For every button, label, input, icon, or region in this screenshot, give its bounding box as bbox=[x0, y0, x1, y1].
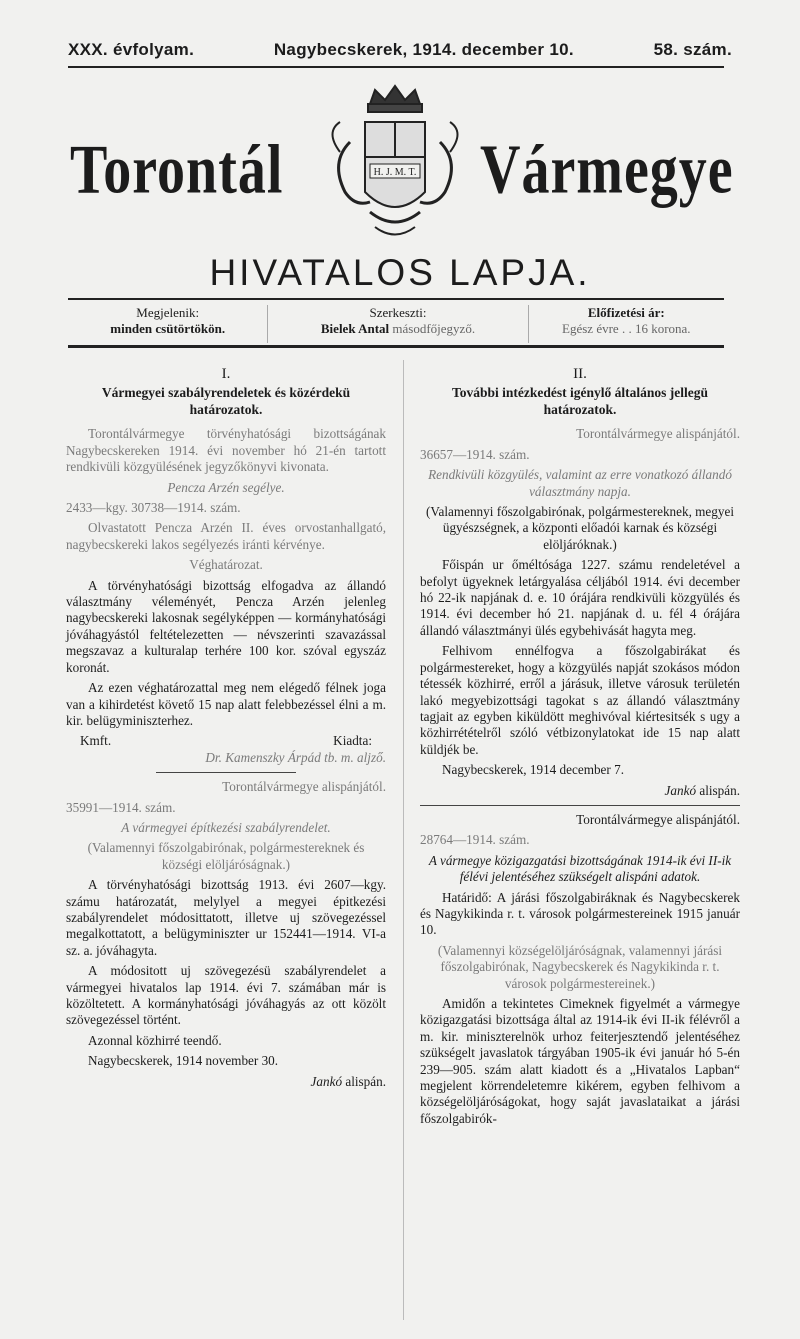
publish-label: Megjelenik: bbox=[136, 305, 200, 320]
masthead bbox=[60, 82, 740, 252]
article-paragraph: Felhivom ennélfogva a főszolgabirákat és polgármestereket, hogy a közgyülés napját szokásos módon tétessék közhirré, erről a járásuk, illetve városuk területén lakó megyebizottsági tagokat s az állandó választmány tagjait az egyben kiküldött meghivóval kiértesitsék s ugy a közhirrétételről szóló vétbizonylatokat ide 15 nap alatt küldjék be. bbox=[420, 643, 740, 757]
place-date: Nagybecskerek, 1914. december 10. bbox=[273, 40, 574, 59]
title-left: Torontál bbox=[70, 131, 284, 209]
signature-name: Jankó bbox=[664, 782, 697, 798]
article-ref: 36657—1914. szám. bbox=[420, 446, 530, 462]
article-intro: Torontálvármegye törvényhatósági bizottságának Nagybecskereken 1914. évi november hó 21-én tartott rendkivüli közgyülésének jegyzőkönyvi kivonata. bbox=[66, 426, 386, 475]
subscription-value: Egész évre . . 16 korona. bbox=[562, 321, 691, 336]
publish-info bbox=[68, 305, 267, 343]
subscription-info bbox=[529, 305, 724, 343]
divider bbox=[420, 805, 740, 806]
article-paragraph: Főispán ur őméltósága 1227. számu rendeletével a befolyt ügyeknek letárgyalása céljából 1914. évi december hó 22-ik napjának d. e. 10 órájára rendkivüli közgyülés és 1914. évi december hó 21. napjának d. u. fél 4 órájára állandó választmányi ülés egybehivását hagyta meg. bbox=[420, 557, 740, 638]
info-bar bbox=[68, 305, 724, 343]
article-paragraph: Az ezen véghatározattal meg nem elégedő félnek joga van a kihirdetést követő 15 nap alatt felebbezéssel élni a m. kir. belügyminiszterhez. bbox=[66, 680, 386, 728]
article-date: Nagybecskerek, 1914 december 7. bbox=[442, 762, 624, 778]
article-deadline: Határidő: A járási főszolgabiráknak és Nagybecskerek és Nagykikinda r. t. városok polgármestereinek 1915 január 10. bbox=[420, 889, 740, 938]
article-paragraph: Olvastatott Pencza Arzén II. éves orvostanhallgató, nagybecskereki lakos segélyezés iránti kérvénye. bbox=[66, 520, 386, 552]
section-heading: Vármegyei szabályrendeletek és közérdekü határozatok. bbox=[101, 385, 351, 418]
article-from: Torontálvármegye alispánjától. bbox=[576, 811, 740, 827]
editor-role: másodfőjegyző. bbox=[392, 321, 476, 336]
section-number: I. bbox=[221, 366, 231, 382]
article-date: Nagybecskerek, 1914 november 30. bbox=[88, 1053, 279, 1069]
column-separator bbox=[403, 360, 404, 1320]
article-from: Torontálvármegye alispánjától. bbox=[576, 426, 740, 442]
article-ref: 28764—1914. szám. bbox=[420, 832, 530, 848]
divider bbox=[156, 772, 296, 773]
left-column bbox=[66, 366, 386, 1094]
kiadta-label: Kiadta: bbox=[333, 733, 372, 749]
article-subject: A vármegye közigazgatási bizottságának 1914-ik évi II-ik félévi jelentéséhez szükségelt alispáni adatok. bbox=[428, 852, 732, 885]
issue-number: 58. szám. bbox=[653, 40, 732, 59]
crest-label: H. J. M. T. bbox=[373, 167, 417, 178]
article-subject: Rendkivüli közgyülés, valamint az erre vonatkozó állandó választmány napja. bbox=[428, 467, 732, 499]
right-column bbox=[420, 366, 740, 1131]
article-recipients: (Valamennyi főszolgabirónak, polgármestereknek, megyei ügyészségnek, a központi előadói karnak és községi elöljáróknak.) bbox=[426, 504, 734, 552]
article-paragraph: A törvényhatósági bizottság elfogadva az állandó választmány véleményét, Pencza Arzén jelenleg nagybecskereki lakosnak segélyképpen — kormányhatósági jóváhagyástól feltételezetten — névszerinti szavazással megszavaz a kulturalap terhére 100 kor. szóval egyszáz koronát. bbox=[66, 577, 386, 675]
signature bbox=[420, 783, 740, 799]
signature-role: alispán. bbox=[345, 1073, 386, 1089]
signature-line bbox=[66, 733, 386, 749]
article-recipients: (Valamennyi községelöljáróságnak, valamennyi járási főszolgabirónak, Nagybecskerek és Nagykikinda r. t. városok polgármestereinek.) bbox=[437, 942, 723, 991]
editor-label: Szerkeszti: bbox=[369, 305, 427, 320]
article-paragraph: Amidőn a tekintetes Cimeknek figyelmét a vármegye közigazgatási bizottsága által az 1914-ik évi II-ik félévről a m. kir. miniszterelnök urhoz feiterjesztendő jelentéséhez szükségelt javaslatok tárgyában 1905-ik évi január hó 5-én 239—905. szám alatt kiadott és a „Hivatalos Lapban“ megjelent körrendeletemre kikérem, egyben felhivom a községelöljáróságokat, hogy saját javaslataikat a járási főszolgabirók- bbox=[420, 996, 740, 1126]
article-subject: A vármegyei építkezési szabályrendelet. bbox=[121, 819, 331, 835]
title-right: Vármegye bbox=[480, 131, 734, 209]
article-recipients: (Valamennyi főszolgabirónak, polgármestereknek és községi elöljáróságnak.) bbox=[87, 840, 365, 872]
article-ref: 2433—kgy. 30738—1914. szám. bbox=[66, 500, 241, 516]
article-paragraph: Azonnal közhirré teendő. bbox=[88, 1032, 222, 1048]
issue-header bbox=[68, 40, 732, 60]
coat-of-arms-icon bbox=[310, 82, 480, 252]
section-heading: További intézkedést igénylő általános jellegü határozatok. bbox=[451, 385, 709, 418]
signature bbox=[66, 1074, 386, 1090]
signature-name: Jankó bbox=[310, 1073, 343, 1089]
signature: Dr. Kamenszky Árpád tb. m. aljző. bbox=[205, 749, 386, 765]
editor-info bbox=[267, 305, 528, 343]
info-top-rule bbox=[68, 298, 724, 300]
article-ref: 35991—1914. szám. bbox=[66, 799, 176, 815]
signature-role: alispán. bbox=[699, 782, 740, 798]
article-paragraph: A módositott uj szövegezésü szabályrendelet a vármegyei hivatalos lap 1914. évi 7. számában már is közöltetett. A kormányhatósági jóváhagyás az ott közölt szövegezéssel történt. bbox=[66, 963, 386, 1028]
subscription-label: Előfizetési ár: bbox=[587, 305, 665, 320]
article-paragraph: A törvényhatósági bizottság 1913. évi 2607—kgy. számu határozatát, melylyel a megyei épitkezési szabályrendelet módosittatott, illetve uj szövegezéssel megalkottatott, a belügyminiszter ur 152441—1914. VI-a sz. a. jóváhagyta. bbox=[66, 877, 386, 958]
editor-name: Bielek Antal bbox=[320, 321, 390, 336]
kmft-label: Kmft. bbox=[80, 733, 112, 749]
publish-value: minden csütörtökön. bbox=[110, 321, 226, 336]
resolution-heading: Véghatározat. bbox=[189, 557, 263, 573]
article-subject: Pencza Arzén segélye. bbox=[167, 479, 285, 495]
section-number: II. bbox=[573, 366, 587, 382]
article-from: Torontálvármegye alispánjától. bbox=[222, 779, 386, 795]
info-bottom-rule bbox=[68, 345, 724, 348]
volume-number: XXX. évfolyam. bbox=[68, 40, 195, 59]
top-rule bbox=[68, 66, 724, 68]
subtitle: HIVATALOS LAPJA. bbox=[209, 252, 591, 293]
